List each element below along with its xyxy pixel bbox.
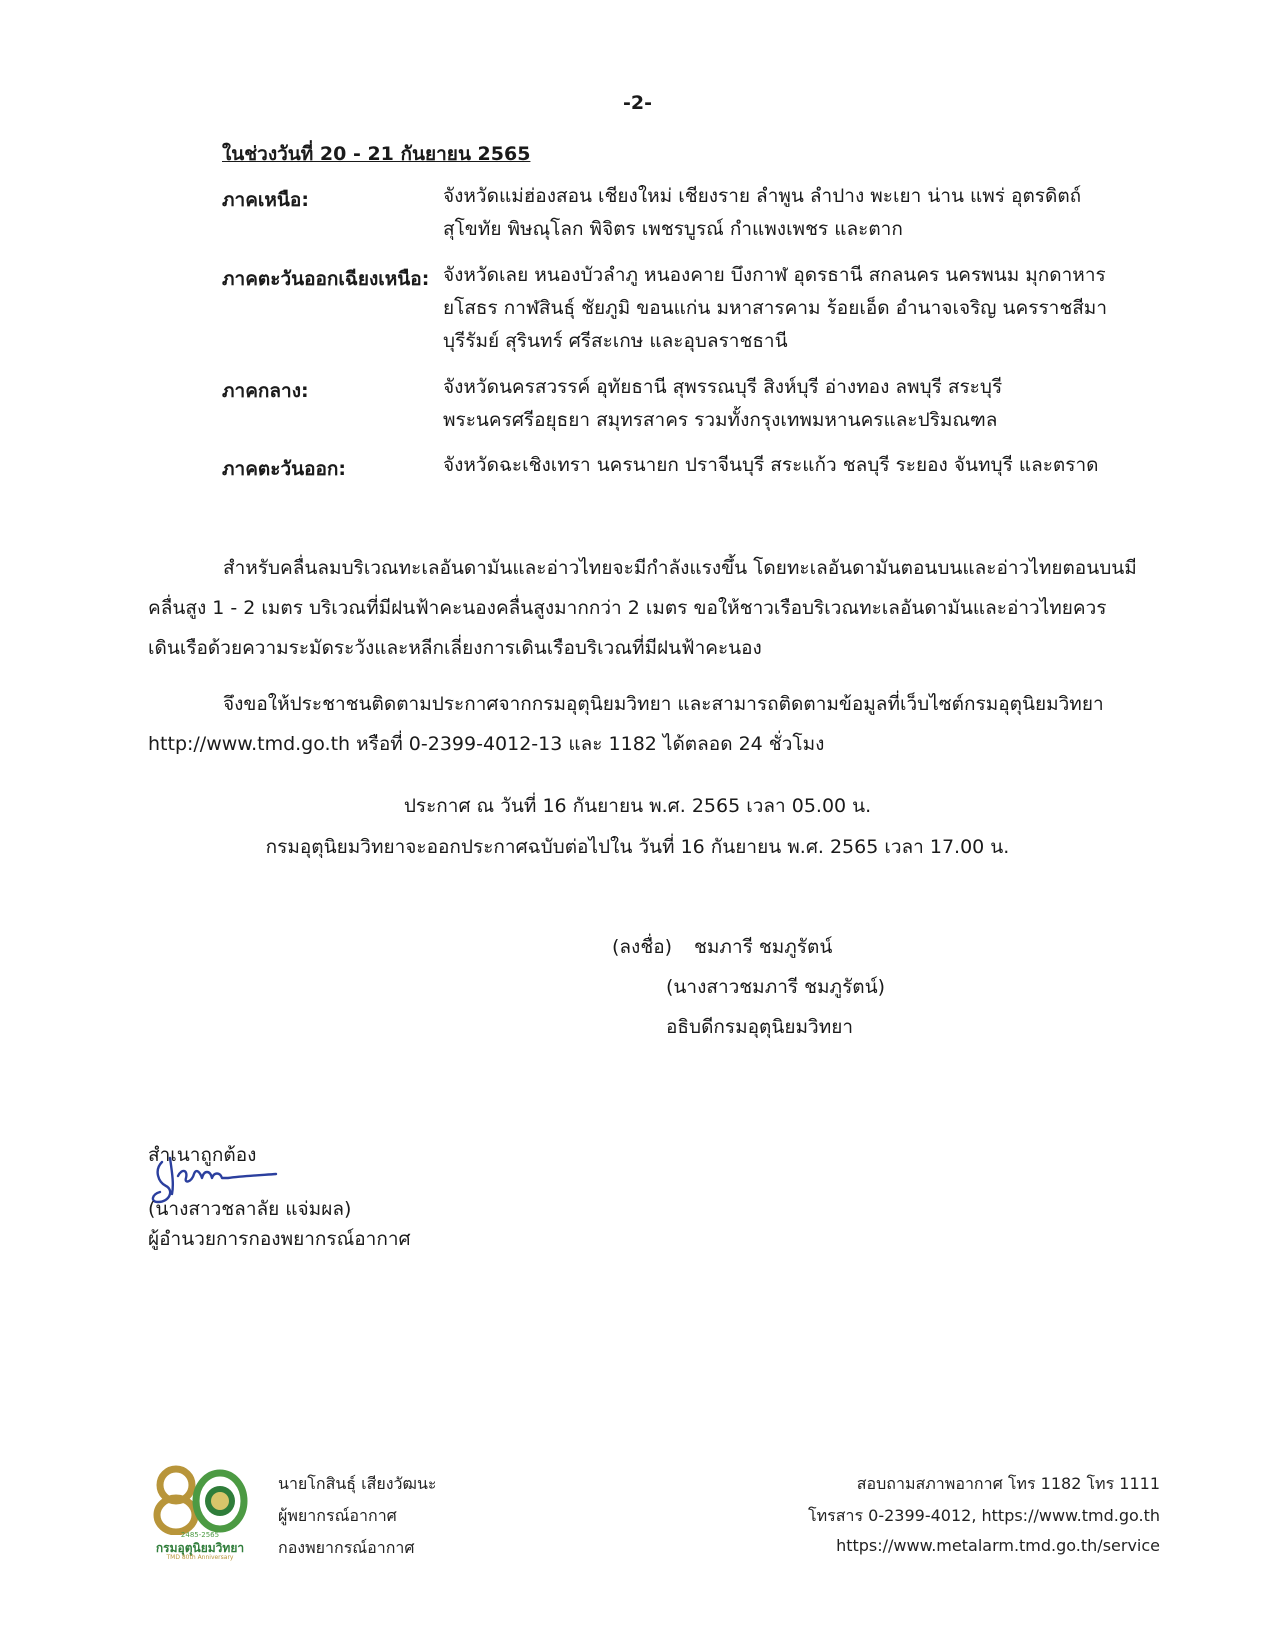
signed-prefix: (ลงชื่อ) <box>612 936 673 958</box>
certified-copy-label: สำเนาถูกต้อง <box>148 1144 257 1166</box>
tmd-80th-logo <box>148 1465 252 1561</box>
region-label-northeast: ภาคตะวันออกเฉียงเหนือ: <box>222 268 430 290</box>
certifier-position: ผู้อำนวยการกองพยากรณ์อากาศ <box>148 1228 411 1250</box>
footer-forecaster-name: นายโกสินธุ์ เสียงวัฒนะ <box>278 1474 437 1493</box>
region-text-north: จังหวัดแม่ฮ่องสอน เชียงใหม่ เชียงราย ลำพูน ลำปาง พะเยา น่าน แพร่ อุตรดิตถ์ สุโขทัย พิษณุโลก พิจิตร เพชรบูรณ์ กำแพงเพชร และตาก <box>443 185 1082 240</box>
logo-name: กรมอุตุนิยมวิทยา <box>155 1541 245 1555</box>
logo-years: 2485-2565 <box>180 1531 220 1539</box>
paragraph-follow-announcements: จึงขอให้ประชาชนติดตามประกาศจากกรมอุตุนิยมวิทยา และสามารถติดตามข้อมูลที่เว็บไซต์กรมอุตุนิยมวิทยา http://www.tmd.go.th หรือที่ 0-2399-4012-13 และ 1182 ได้ตลอด 24 ชั่วโมง <box>148 693 1104 755</box>
region-text-east: จังหวัดฉะเชิงเทรา นครนายก ปราจีนบุรี สระแก้ว ชลบุรี ระยอง จันทบุรี และตราด <box>443 454 1099 476</box>
signatory-position: อธิบดีกรมอุตุนิยมวิทยา <box>666 1016 854 1038</box>
anniversary-80-icon <box>148 1465 252 1535</box>
footer-forecaster-division: กองพยากรณ์อากาศ <box>278 1538 415 1557</box>
signatory-full-name: (นางสาวชมภารี ชมภูรัตน์) <box>666 976 886 998</box>
footer-contact-service-link[interactable]: https://www.metalarm.tmd.go.th/service <box>836 1536 1160 1555</box>
region-label-north: ภาคเหนือ: <box>222 189 309 211</box>
logo-sub: TMD 80th Anniversary <box>166 1554 234 1561</box>
footer-forecaster-title: ผู้พยากรณ์อากาศ <box>278 1506 397 1525</box>
page-number: -2- <box>623 92 652 114</box>
announcement-next: กรมอุตุนิยมวิทยาจะออกประกาศฉบับต่อไปใน วันที่ 16 กันยายน พ.ศ. 2565 เวลา 17.00 น. <box>265 836 1010 858</box>
announcement-issued: ประกาศ ณ วันที่ 16 กันยายน พ.ศ. 2565 เวลา 05.00 น. <box>403 795 872 817</box>
period-heading: ในช่วงวันที่ 20 - 21 กันยายน 2565 <box>222 143 531 165</box>
signed-name: ชมภารี ชมภูรัตน์ <box>694 936 833 958</box>
region-label-east: ภาคตะวันออก: <box>222 458 347 480</box>
region-label-central: ภาคกลาง: <box>222 380 309 402</box>
paragraph-sea-conditions: สำหรับคลื่นลมบริเวณทะเลอันดามันและอ่าวไทยจะมีกำลังแรงขึ้น โดยทะเลอันดามันตอนบนและอ่าวไทยตอนบนมีคลื่นสูง 1 - 2 เมตร บริเวณที่มีฝนฟ้าคะนองคลื่นสูงมากกว่า 2 เมตร ขอให้ชาวเรือบริเวณทะเลอันดามันและอ่าวไทยควรเดินเรือด้วยความระมัดระวังและหลีกเลี่ยงการเดินเรือบริเวณที่มีฝนฟ้าคะนอง <box>148 557 1137 659</box>
footer-contact-phone: สอบถามสภาพอากาศ โทร 1182 โทร 1111 <box>856 1474 1160 1493</box>
footer-contact-fax[interactable]: โทรสาร 0-2399-4012, https://www.tmd.go.th <box>808 1506 1160 1525</box>
certifier-name: (นางสาวชลาลัย แจ่มผล) <box>148 1198 352 1220</box>
region-text-central: จังหวัดนครสวรรค์ อุทัยธานี สุพรรณบุรี สิงห์บุรี อ่างทอง ลพบุรี สระบุรี พระนครศรีอยุธยา สมุทรสาคร รวมทั้งกรุงเทพมหานครและปริมณฑล <box>443 376 1003 431</box>
region-text-northeast: จังหวัดเลย หนองบัวลำภู หนองคาย บึงกาฬ อุดรธานี สกลนคร นครพนม มุกดาหาร ยโสธร กาฬสินธุ์ ชัยภูมิ ขอนแก่น มหาสารคาม ร้อยเอ็ด อำนาจเจริญ นครราชสีมา บุรีรัมย์ สุรินทร์ ศรีสะเกษ และอุบลราชธานี <box>443 264 1107 352</box>
